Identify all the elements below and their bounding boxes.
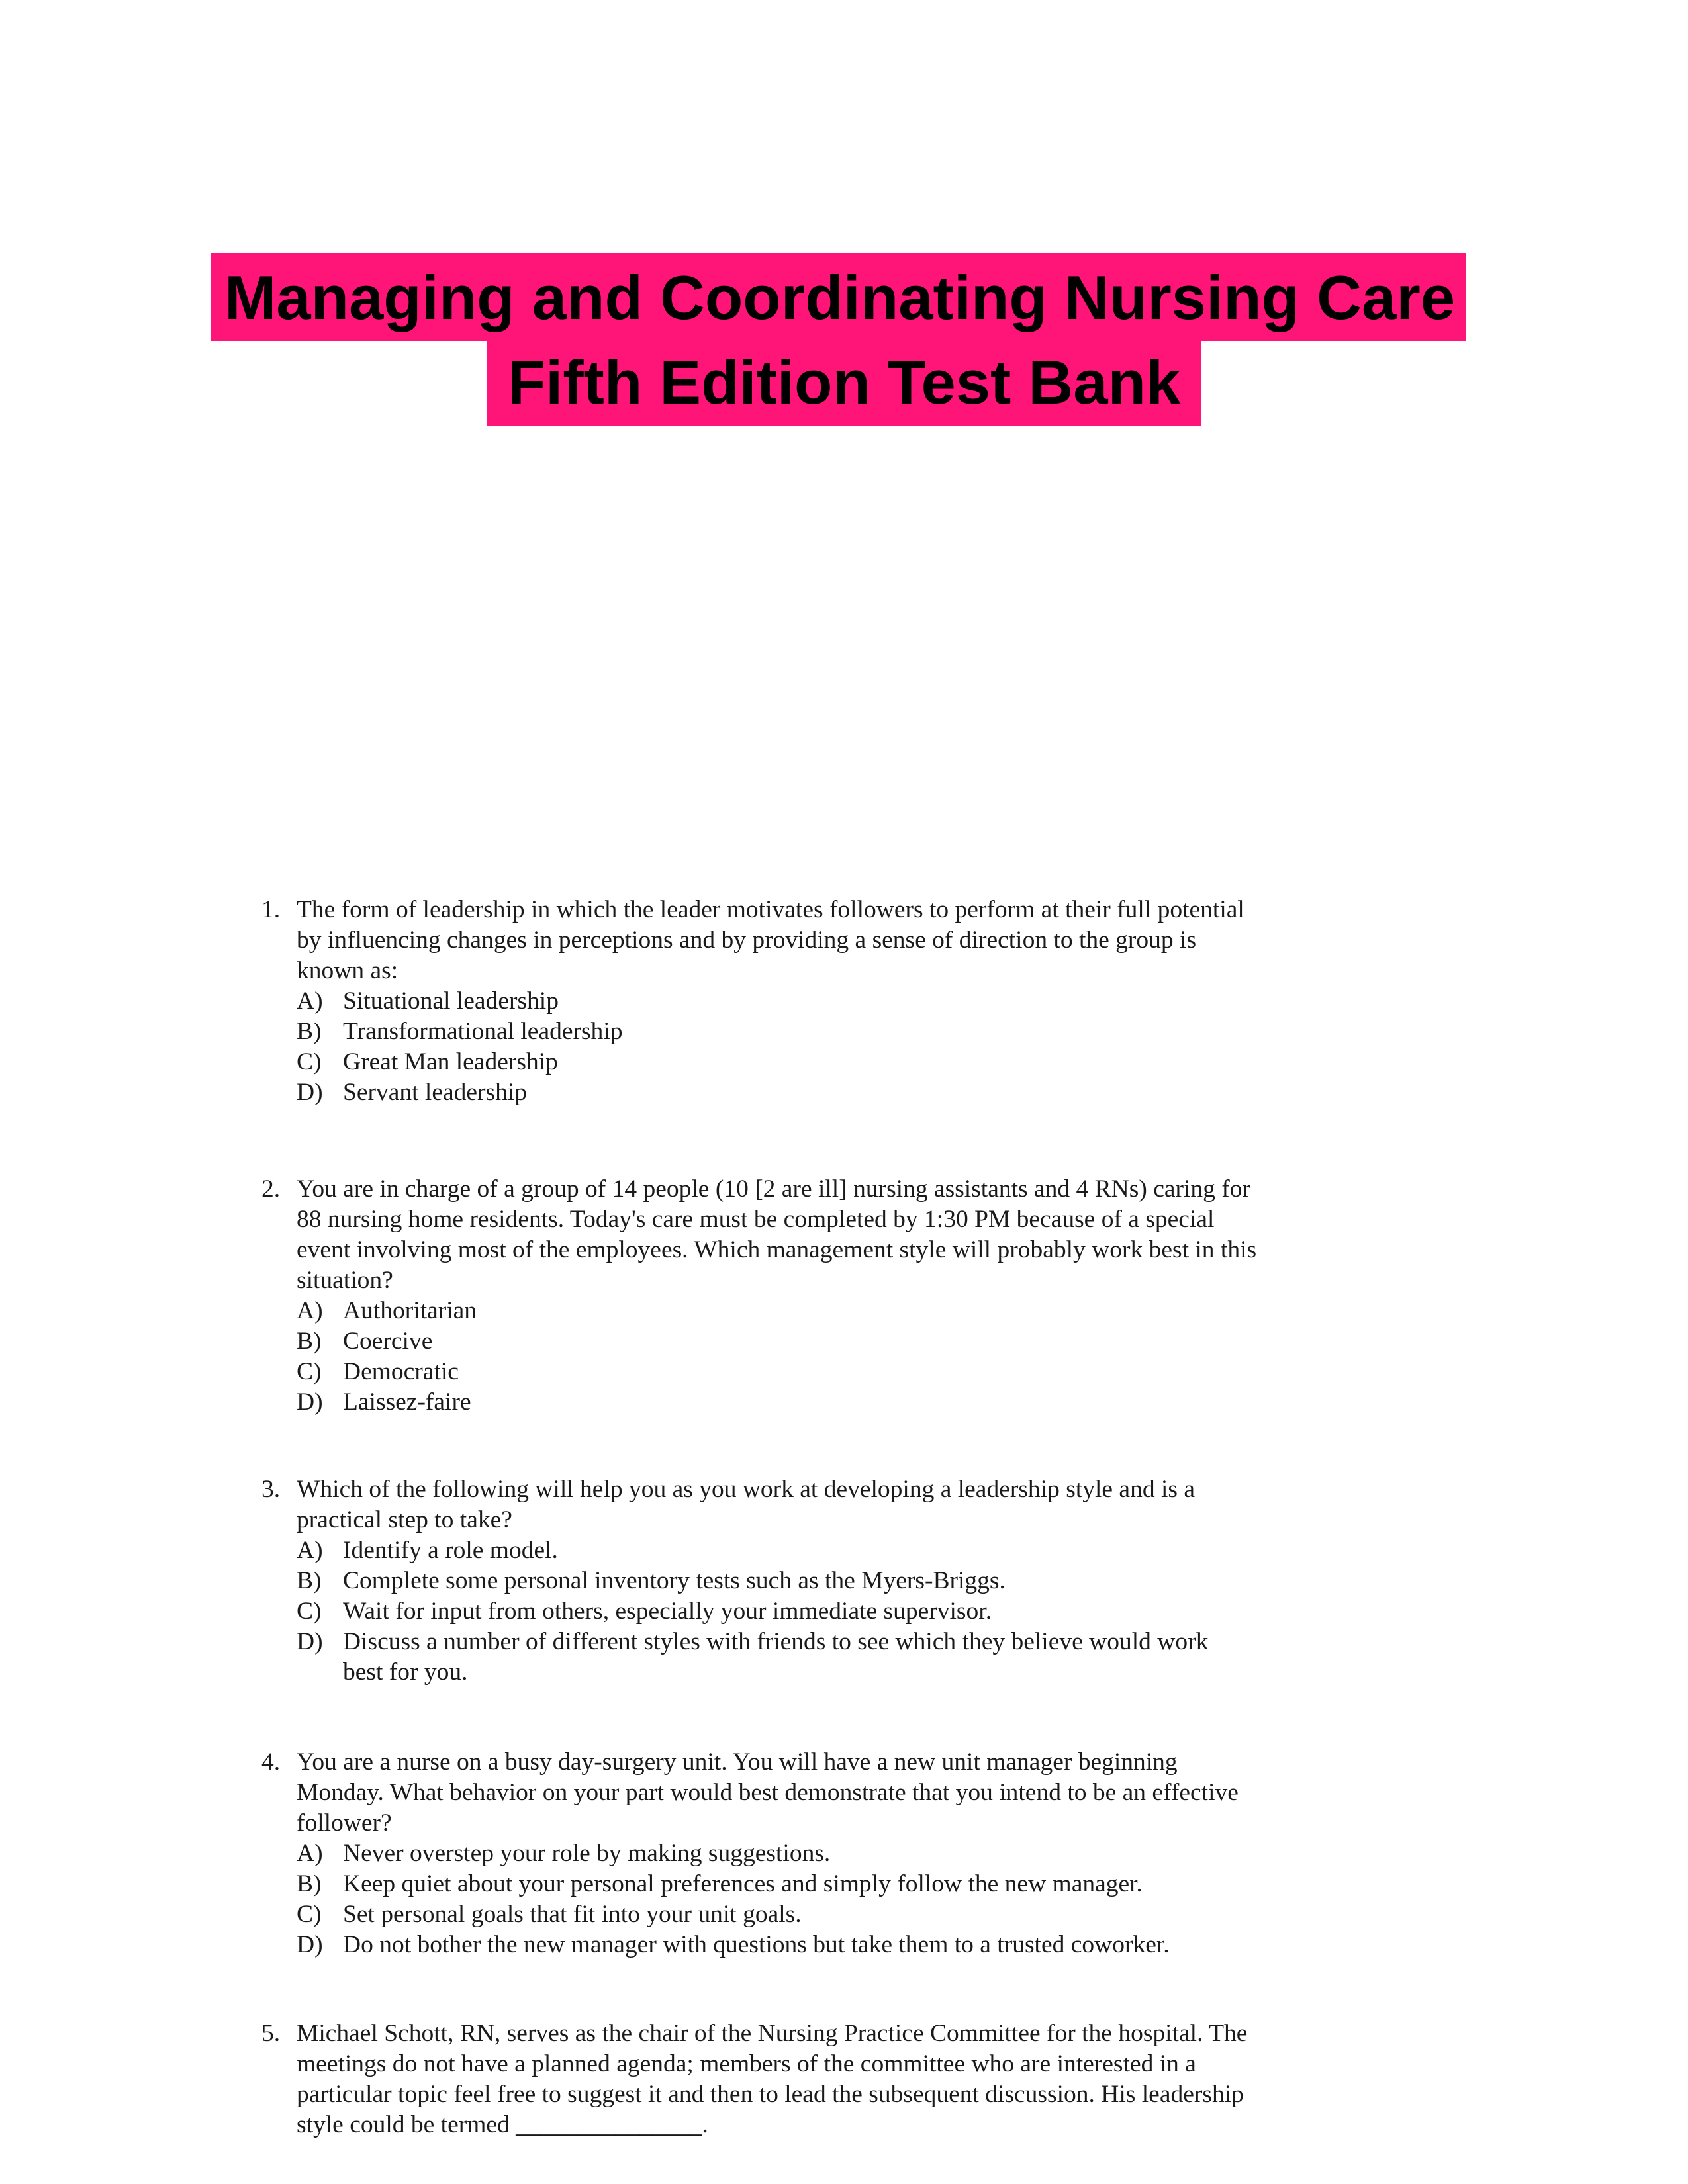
option-b [297, 1869, 1268, 1899]
option-letter: B) [297, 1567, 322, 1594]
option-d [297, 1387, 1268, 1418]
question-number: 3. [261, 1476, 281, 1503]
option-letter: D) [297, 1079, 323, 1106]
option-c [297, 1047, 1268, 1077]
option-text: Discuss a number of different styles with friends to see which they believe would work best for you. [343, 1628, 1209, 1686]
question-2 [261, 1174, 1268, 1418]
option-letter: A) [297, 1840, 323, 1867]
answer-options [297, 1296, 1268, 1418]
option-text: Wait for input from others, especially your immediate supervisor. [343, 1598, 992, 1625]
option-letter: C) [297, 1598, 322, 1625]
option-text: Laissez-faire [343, 1388, 471, 1416]
option-text: Identify a role model. [343, 1537, 558, 1564]
option-text: Transformational leadership [343, 1018, 623, 1045]
option-letter: C) [297, 1901, 322, 1928]
option-letter: D) [297, 1931, 323, 1958]
answer-options [297, 1535, 1241, 1688]
question-text: You are a nurse on a busy day-surgery unit. You will have a new unit manager beginning Monday. What behavior on your part would best demonstrate that you intend to be an effective follower? [297, 1749, 1239, 1837]
option-text: Servant leadership [343, 1079, 528, 1106]
option-text: Keep quiet about your personal preferences and simply follow the new manager. [343, 1870, 1143, 1897]
option-letter: B) [297, 1328, 322, 1355]
option-letter: A) [297, 1537, 323, 1564]
option-text: Do not bother the new manager with questions but take them to a trusted coworker. [343, 1931, 1170, 1958]
option-letter: A) [297, 1297, 323, 1324]
question-4 [261, 1747, 1268, 1960]
option-text: Set personal goals that fit into your unit goals. [343, 1901, 802, 1928]
document-title [0, 253, 1688, 426]
option-text: Authoritarian [343, 1297, 477, 1324]
option-letter: C) [297, 1048, 322, 1075]
question-text: Which of the following will help you as you work at developing a leadership style and is a practical step to take? [297, 1476, 1195, 1533]
option-letter: B) [297, 1018, 322, 1045]
option-a [297, 1296, 1268, 1326]
question-number: 2. [261, 1175, 281, 1203]
option-text: Never overstep your role by making suggestions. [343, 1840, 831, 1867]
question-5 [261, 2019, 1268, 2140]
question-3 [261, 1475, 1241, 1688]
option-c [297, 1899, 1268, 1930]
question-number: 4. [261, 1749, 281, 1776]
option-c [297, 1596, 1241, 1627]
option-letter: A) [297, 987, 323, 1015]
option-d [297, 1077, 1268, 1108]
option-b [297, 1326, 1268, 1357]
option-letter: C) [297, 1358, 322, 1385]
question-text: Michael Schott, RN, serves as the chair of the Nursing Practice Committee for the hospital. The meetings do not have a planned agenda; members of the committee who are interested in a particular topic feel free to suggest it and then to lead the subsequent discussion. His leadership style could be termed _______________. [297, 2020, 1248, 2138]
option-letter: B) [297, 1870, 322, 1897]
option-text: Coercive [343, 1328, 433, 1355]
answer-options [297, 1839, 1268, 1960]
question-text: The form of leadership in which the leader motivates followers to perform at their full potential by influencing changes in perceptions and by providing a sense of direction to the group is known as: [297, 896, 1244, 984]
option-d [297, 1627, 1241, 1688]
question-number: 1. [261, 896, 281, 923]
title-line-1: Managing and Coordinating Nursing Care [211, 253, 1466, 341]
option-b [297, 1017, 1268, 1047]
option-b [297, 1566, 1241, 1596]
option-letter: D) [297, 1628, 323, 1655]
question-number: 5. [261, 2020, 281, 2047]
option-text: Democratic [343, 1358, 459, 1385]
option-text: Situational leadership [343, 987, 559, 1015]
option-text: Great Man leadership [343, 1048, 558, 1075]
question-1 [261, 895, 1268, 1108]
option-d [297, 1930, 1268, 1960]
question-text: You are in charge of a group of 14 people (10 [2 are ill] nursing assistants and 4 RNs) caring for 88 nursing home residents. Today's care must be completed by 1:30 PM because of a special event involving most of the employees. Which management style will probably work best in this situation? [297, 1175, 1257, 1294]
option-c [297, 1357, 1268, 1387]
option-letter: D) [297, 1388, 323, 1416]
option-text: Complete some personal inventory tests such as the Myers-Briggs. [343, 1567, 1006, 1594]
option-a [297, 986, 1268, 1017]
option-a [297, 1839, 1268, 1869]
option-a [297, 1535, 1241, 1566]
answer-options [297, 986, 1268, 1108]
title-line-2: Fifth Edition Test Bank [487, 338, 1201, 426]
